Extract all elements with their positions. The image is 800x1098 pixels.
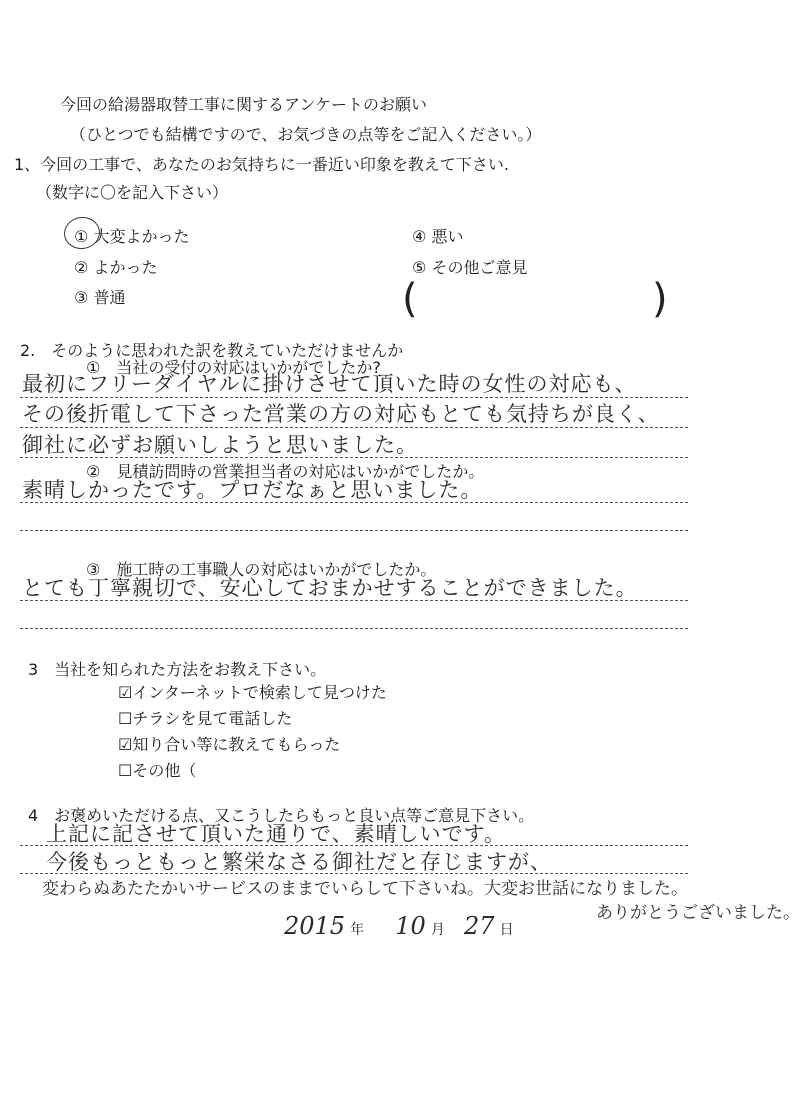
q2-sub1-question: ① 当社の受付の対応はいかがでしたか? [86, 358, 381, 377]
survey-title: 今回の給湯器取替工事に関するアンケートのお願い [60, 95, 428, 114]
option-number: ② [74, 258, 89, 277]
q3-option-flyer[interactable] [118, 706, 292, 729]
answer-rule [20, 530, 688, 531]
date-year: 2015 [284, 912, 346, 940]
option-label: その他ご意見 [431, 258, 528, 277]
q2-sub3-question: ③ 施工時の工事職人の対応はいかがでしたか。 [86, 560, 437, 579]
answer-rule [20, 502, 688, 503]
q1-question: 1、今回の工事で、あなたのお気持ちに一番近い印象を教えて下さい. [14, 155, 509, 174]
option-number: ④ [412, 227, 427, 246]
q3-option-other[interactable] [118, 758, 196, 781]
q3-option-internet[interactable] [118, 680, 387, 703]
option-number: ① [74, 227, 89, 246]
date-month: 10 [395, 912, 426, 940]
q4-question: 4 お褒めいただける点、又こうしたらもっと良い点等ご意見下さい。 [28, 806, 535, 825]
q2-sub2-question: ② 見積訪問時の営業担当者の対応はいかがでしたか。 [86, 462, 485, 481]
q2-sub1-answer-line-1: 最初にフリーダイヤルに掛けさせて頂いた時の女性の対応も、 [22, 372, 637, 396]
date-month-unit: 月 [430, 922, 445, 938]
q4-answer-line-1: 上記に記させて頂いた通りで、素晴しいです。 [46, 822, 506, 846]
survey-subtitle: （ひとつでも結構ですので、お気づきの点等をご記入ください。） [70, 125, 542, 144]
option-label: 知り合い等に教えてもらった [132, 735, 341, 754]
q1-note: （数字に〇を記入下さい） [36, 183, 229, 202]
q2-sub1-answer-line-2: その後折電して下さった営業の方の対応もとても気持ちが良く、 [22, 402, 660, 426]
date-day-unit: 日 [499, 922, 514, 938]
q4-answer-line-2: 今後もっともっと繁栄なさる御社だと存じますが、 [46, 850, 552, 874]
option-label: よかった [93, 258, 158, 277]
q2-sub3-answer-line-1: とても丁寧親切で、安心しておまかせすることができました。 [22, 576, 638, 600]
answer-rule [20, 457, 688, 458]
q1-option-3[interactable] [74, 285, 125, 308]
date-year-unit: 年 [350, 922, 365, 938]
q4-answer-line-3: 変わらぬあたたかいサービスのままでいらして下さいね。大変お世話になりました。 [42, 879, 688, 899]
option-label: その他（ [132, 761, 197, 780]
answer-rule [20, 628, 688, 629]
checked-box-icon[interactable]: ☑ [118, 683, 133, 702]
checkbox-icon[interactable]: ☐ [118, 709, 133, 728]
option-label: 悪い [431, 227, 464, 246]
q4-answer-line-4: ありがとうございました。 [596, 903, 800, 923]
option-number: ③ [74, 288, 89, 307]
q1-option-5[interactable] [412, 255, 527, 278]
date-day: 27 [464, 912, 495, 940]
q1-option-1[interactable] [74, 224, 189, 247]
q2-sub1-answer-line-3: 御社に必ずお願いしようと思いました。 [22, 433, 418, 457]
q2-question: 2. そのように思われた訳を教えていただけませんか [20, 341, 404, 360]
q2-sub2-answer-line-1: 素晴しかったです。プロだなぁと思いました。 [22, 478, 483, 502]
answer-rule [20, 600, 688, 601]
answer-rule [20, 427, 688, 428]
q1-option-4[interactable] [412, 224, 463, 247]
checkbox-icon[interactable]: ☐ [118, 761, 133, 780]
q3-question: 3 当社を知られた方法をお教え下さい。 [28, 660, 327, 679]
other-opinion-paren-close: ) [652, 276, 668, 322]
option-label: 普通 [93, 288, 126, 307]
option-label: チラシを見て電話した [132, 709, 293, 728]
q1-option-2[interactable] [74, 255, 157, 278]
date-field [284, 912, 514, 940]
option-number: ⑤ [412, 258, 427, 277]
q3-option-acquaintance[interactable] [118, 732, 340, 755]
checked-box-icon[interactable]: ☑ [118, 735, 133, 754]
option-label: 大変よかった [93, 227, 190, 246]
other-opinion-paren-open: ( [402, 276, 418, 322]
option-label: インターネットで検索して見つけた [132, 683, 387, 702]
